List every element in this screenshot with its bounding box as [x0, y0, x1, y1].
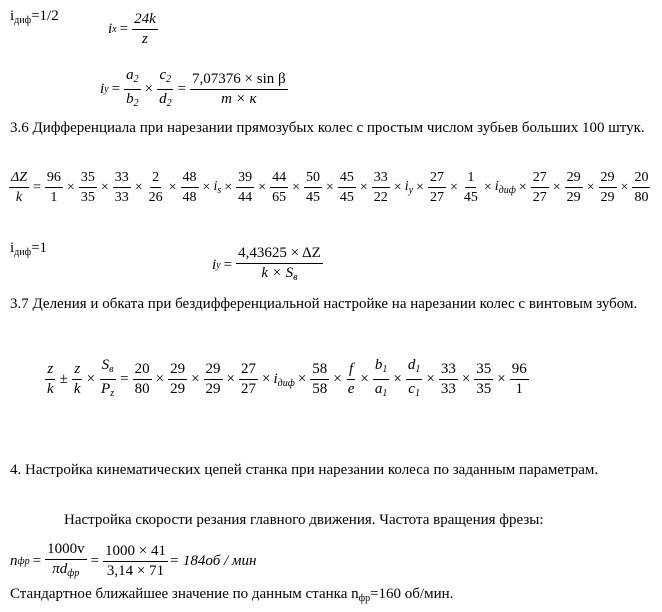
equation-diff: $\frac{\Delta Z}{k}$ = $\frac{96}{1}$ × $\frac{35}{35}$ × $\frac{33}{33}$ × $\frac{2}{26}$ × $\frac{48}{48}$ × $i_s$ × $\frac{39}{44}$ × $\frac{44}{65}$ × $\frac{50}{45}$ × $\frac{45}{45}$ × $\frac{33}{22}$ × $i_y$ × $\frac{27}{27}$ × $\frac{1}{45}$ × $i_{диф}$ × $\frac{27}{27}$ × $\frac{29}{29}$ × $\frac{29}{29}$ × $\frac{20}{80}$	[11, 170, 649, 205]
fraction: $\frac{2}{26}$	[148, 170, 163, 205]
equation-iy-1: i y = $\frac{a_2}{b_2}$ × $\frac{c_2}{d_2}$ = $\frac{\text{7,07376 × sin β}}{m \times к}$	[100, 67, 286, 109]
fraction: $\frac{20}{80}$	[634, 170, 649, 205]
equation-iy-2: i y = $\frac{4,43625 \times \Delta Z}{k \times S_в}$	[212, 245, 321, 283]
fraction: $\frac{35}{35}$	[476, 361, 492, 397]
ratio-variable: $i_{диф}$	[494, 179, 516, 196]
fraction: $\frac{39}{44}$	[238, 170, 253, 205]
footer-text: Стандартное ближайшее значение по данным станка $n_{фр}=160$ об/мин.	[10, 586, 454, 604]
fraction: $\frac{b_1}{a_1}$	[374, 357, 388, 399]
equation-nfr: n фр = $\frac{1000v}{\pi d_{фр}}$ = $\frac{1000 \times 41}{3,14 \times 71}$ = 184об / мин	[10, 541, 257, 579]
section-3-6-text: 3.6 Дифференциала при нарезании прямозубых колес с простым числом зубьев больших 100 штук.	[10, 120, 645, 136]
fraction: $\frac{20}{80}$	[134, 361, 150, 397]
fraction: $\frac{1}{45}$	[463, 170, 478, 205]
fraction: $\frac{96}{1}$	[46, 170, 61, 205]
idiff-label: $i_{диф}=1/2$	[10, 8, 59, 26]
fraction: $\frac{44}{65}$	[272, 170, 287, 205]
equation-division: $\frac{z}{k}$ ± $\frac{z}{k}$ × $\frac{S_в}{P_z}$ = $\frac{20}{80}$ × $\frac{29}{29}$ × $\frac{29}{29}$ × $\frac{27}{27}$ × $i_{диф}$ × $\frac{58}{58}$ × $\frac{f}{e}$ × $\frac{b_1}{a_1}$ × $\frac{d_1}{c_1}$ × $\frac{33}{33}$ × $\frac{35}{35}$ × $\frac{96}{1}$	[44, 356, 530, 403]
equation-ix: i x = $\frac{24k}{z}$	[108, 11, 156, 47]
fraction: $\frac{27}{27}$	[429, 170, 444, 205]
fraction: $\frac{27}{27}$	[241, 361, 256, 397]
fraction: $\frac{z}{k}$	[73, 361, 81, 397]
fraction: $\frac{29}{29}$	[600, 170, 615, 205]
idiff2-label: $i_{диф}=1$	[10, 240, 48, 258]
section-4-text: 4. Настройка кинематических цепей станка при нарезании колеса по заданным параметрам.	[10, 462, 599, 478]
fraction: $\frac{29}{29}$	[205, 361, 221, 397]
fraction: $\frac{29}{29}$	[566, 170, 581, 205]
fraction: $\frac{58}{58}$	[312, 361, 328, 397]
fraction: $\frac{48}{48}$	[182, 170, 197, 205]
fraction: $\frac{d_1}{c_1}$	[407, 357, 421, 399]
fraction: $\frac{f}{e}$	[347, 361, 355, 397]
fraction: $\frac{29}{29}$	[170, 361, 186, 397]
section-3-7-text: 3.7 Деления и обката при бездифференциальной настройке на нарезании колес с винтовым зубом.	[10, 296, 638, 312]
ratio-variable: $i_{диф}$	[273, 370, 295, 389]
fraction: $\frac{96}{1}$	[511, 361, 527, 397]
fraction: $\frac{\Delta Z}{k}$	[11, 170, 28, 205]
fraction: $\frac{33}{22}$	[373, 170, 388, 205]
fraction: $\frac{S_в}{P_z}$	[101, 357, 115, 399]
fraction: $\frac{35}{35}$	[80, 170, 95, 205]
fraction: $\frac{z}{k}$	[47, 361, 54, 397]
subheading: Настройка скорости резания главного движения. Частота вращения фрезы:	[64, 512, 544, 528]
fraction: $\frac{27}{27}$	[532, 170, 547, 205]
ratio-variable: $i_s$	[213, 179, 222, 196]
fraction: $\frac{45}{45}$	[339, 170, 354, 205]
fraction: $\frac{33}{33}$	[114, 170, 129, 205]
fraction: $\frac{50}{45}$	[305, 170, 320, 205]
fraction: $\frac{33}{33}$	[440, 361, 456, 397]
ratio-variable: $i_y$	[404, 179, 414, 196]
